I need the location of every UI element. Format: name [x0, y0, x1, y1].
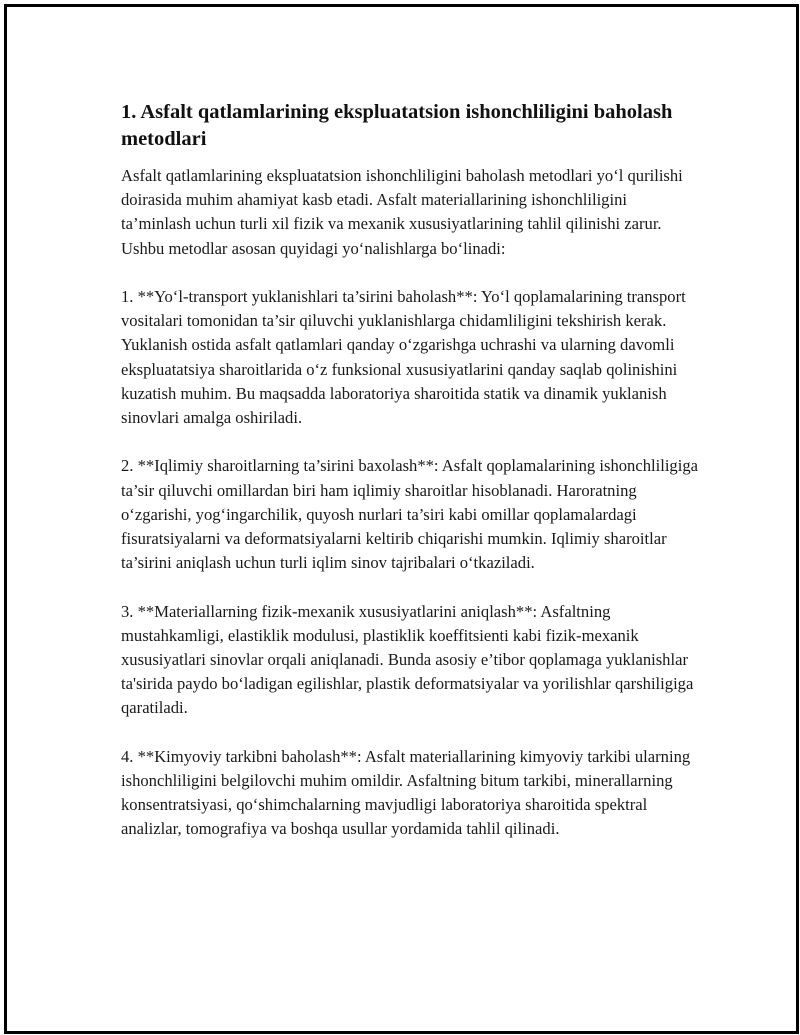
intro-paragraph: Asfalt qatlamlarining ekspluatatsion ishonchliligini baholash metodlari yo‘l qurilishi doirasida muhim ahamiyat kasb etadi. Asfalt materiallarining ishonchliligini ta’minlash uchun turli xil fizik va mexanik xususiyatlarining tahlil qilinishi zarur. Ushbu metodlar asosan quyidagi yo‘nalishlarga bo‘linadi:	[121, 166, 683, 258]
document-title: 1. Asfalt qatlamlarining ekspluatatsion ishonchliligini baholash metodlari	[121, 101, 673, 150]
paragraph-physical-mechanical-properties: 3. **Materiallarning fizik-mexanik xususiyatlarini aniqlash**: Asfaltning mustahkamligi, elastiklik modulusi, plastiklik koeffitsienti kabi fizik-mexanik xususiyatlari sinovlar orqali aniqlanadi. Bunda asosiy e’tibor qoplamaga yuklanishlar ta'sirida paydo bo‘ladigan egilishlar, plastik deformatsiyalar va yorilishlar qarshiligiga qaratiladi.	[121, 601, 694, 718]
paragraph-transport-loads: 1. **Yo‘l-transport yuklanishlari ta’sirini baholash**: Yo‘l qoplamalarining transport vositalari tomonidan ta’sir qiluvchi yuklanishlarga chidamliligini tekshirish kerak. Yuklanish ostida asfalt qatlamlari qanday o‘zgarishga uchrashi va ularning davomli ekspluatatsiya sharoitlarida o‘z funksional xususiyatlarini qanday saqlab qolinishini kuzatish muhim. Bu maqsadda laboratoriya sharoitida statik va dinamik yuklanish sinovlari amalga oshiriladi.	[121, 287, 686, 428]
paragraph-climate-conditions: 2. **Iqlimiy sharoitlarning ta’sirini baxolash**: Asfalt qoplamalarining ishonchliligiga ta’sir qiluvchi omillardan biri ham iqlimiy sharoitlar hisoblanadi. Haroratning o‘zgarishi, yog‘ingarchilik, quyosh nurlari ta’siri kabi omillar qoplamalardagi fisuratsiyalarni va deformatsiyalarni keltirib chiqarishi mumkin. Iqlimiy sharoitlar ta’sirini aniqlash uchun turli iqlim sinov tajribalari o‘tkaziladi.	[121, 456, 699, 573]
page-frame	[4, 4, 799, 1034]
paragraph-chemical-composition: 4. **Kimyoviy tarkibni baholash**: Asfalt materiallarining kimyoviy tarkibi ularning ishonchliligini belgilovchi muhim omildir. Asfaltning bitum tarkibi, minerallarning konsentratsiyasi, qo‘shimchalarning mavjudligi laboratoriya sharoitida spektral analizlar, tomografiya va boshqa usullar yordamida tahlil qilinadi.	[121, 746, 691, 839]
document-body	[121, 99, 701, 866]
